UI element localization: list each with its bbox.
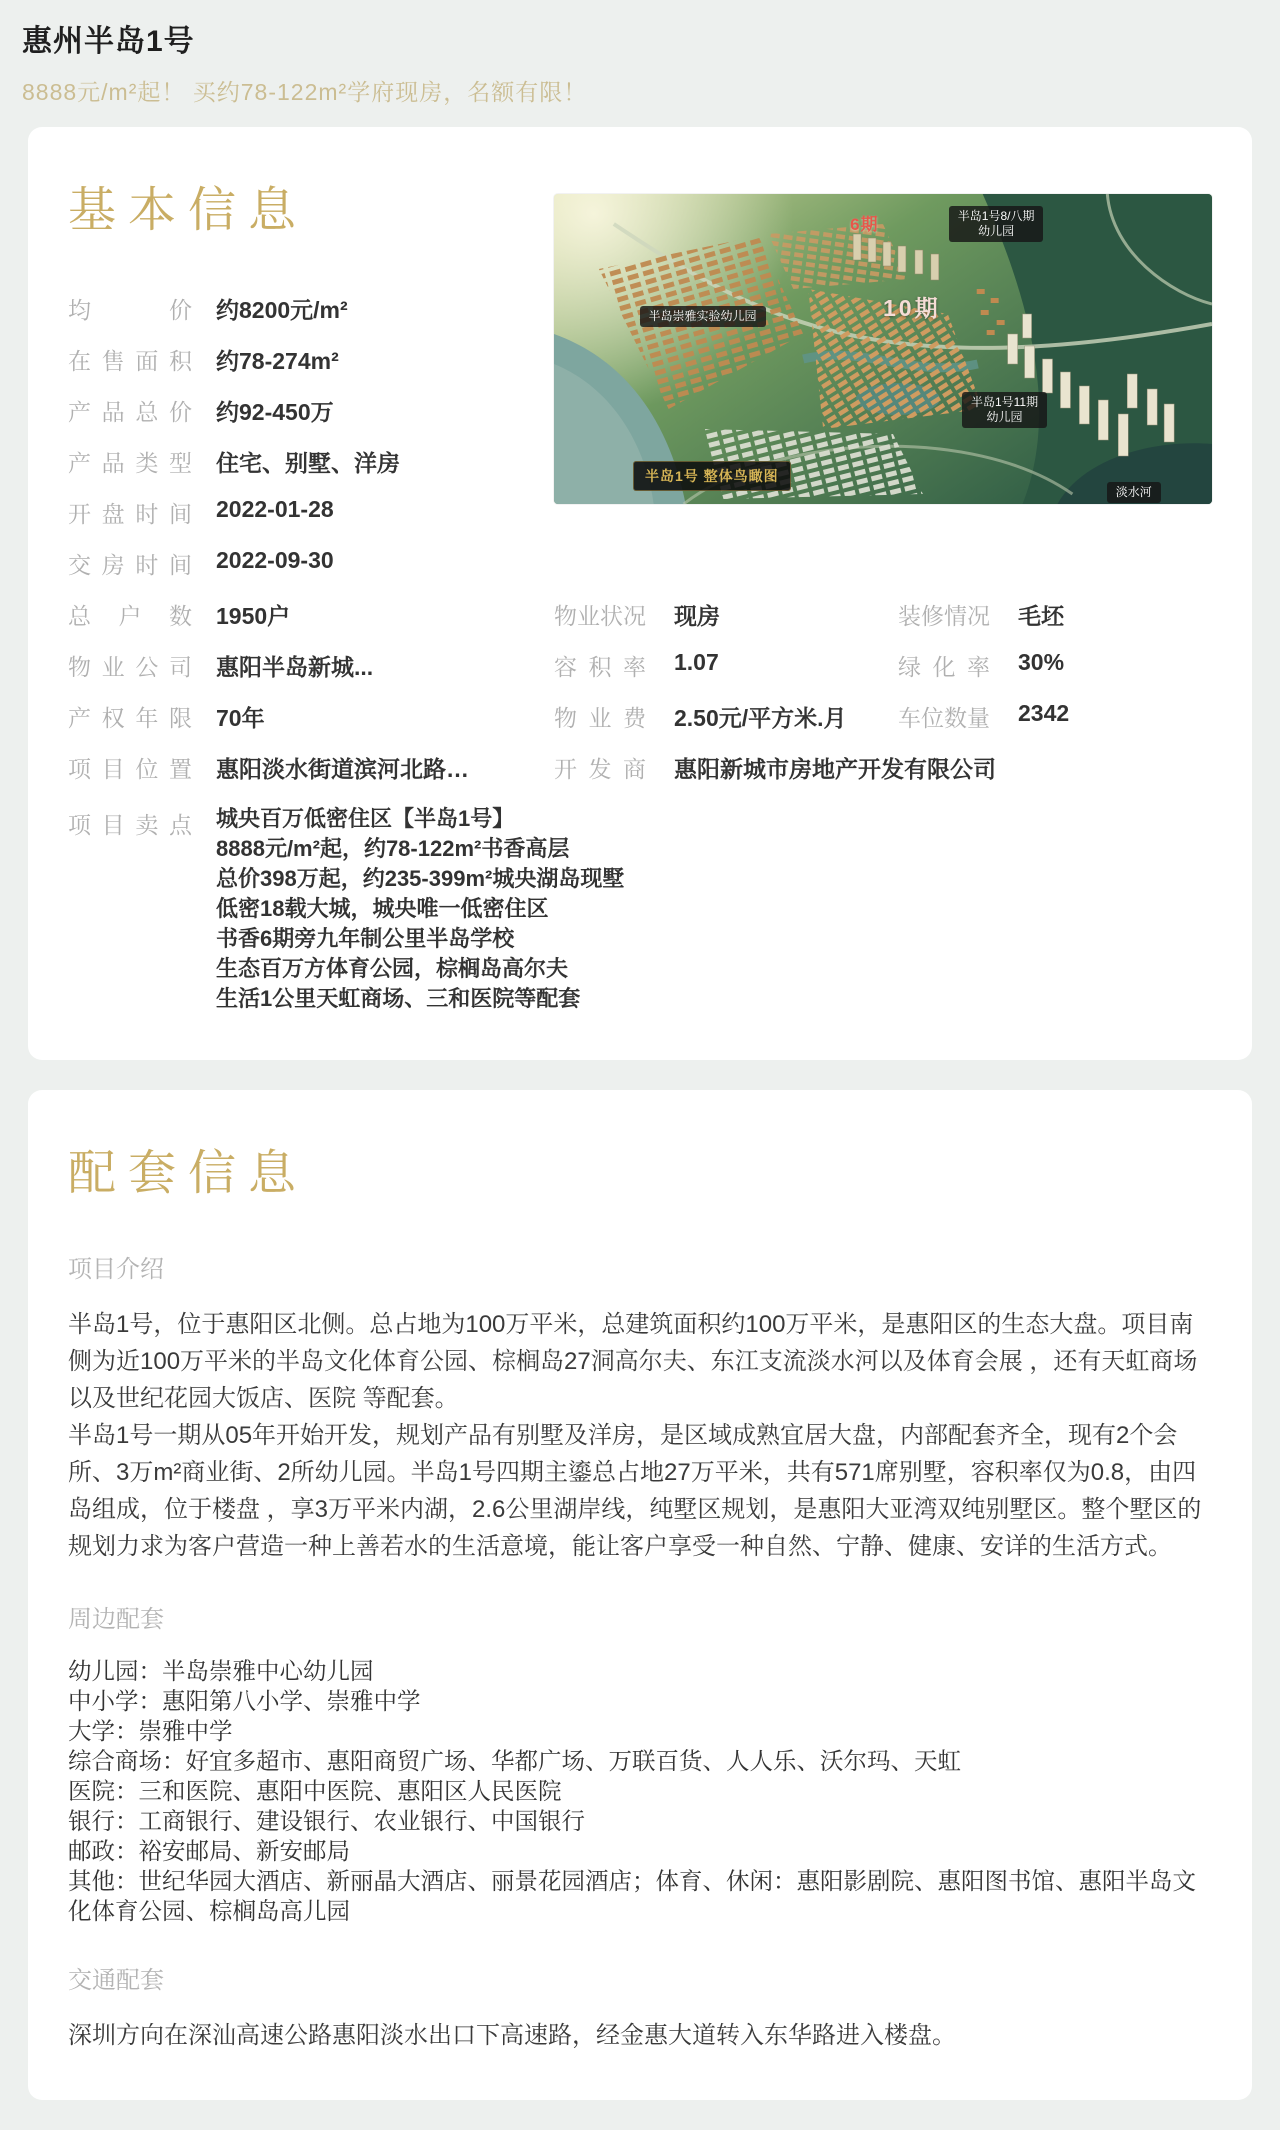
info-row: [554, 649, 898, 700]
map-label-river: 淡水河: [1107, 482, 1161, 503]
selling-point-line: 低密18载大城，城央唯一低密住区: [216, 896, 549, 921]
selling-point-line: 书香6期旁九年制公里半岛学校: [216, 926, 515, 951]
map-label-phase10: 10期: [883, 295, 941, 322]
info-row: [68, 547, 554, 598]
selling-point-line: 8888元/m²起，约78-122m²书香高层: [216, 836, 570, 861]
facilities-card: [28, 1090, 1252, 2100]
page-header: [0, 0, 1280, 127]
basic-info-left-rows: [68, 286, 554, 598]
info-value: 2022-01-28: [216, 496, 334, 522]
surrounding-item: 中小学：惠阳第八小学、崇雅中学: [68, 1688, 421, 1714]
info-value: 30%: [1018, 649, 1065, 675]
info-label: 在售面积: [68, 348, 192, 374]
traffic-label: 交通配套: [68, 1967, 164, 1994]
info-value: 住宅、别墅、洋房: [216, 450, 400, 476]
info-label: 总户数: [68, 603, 192, 629]
info-row: [68, 598, 554, 649]
info-row: [68, 751, 554, 802]
info-label: 产权年限: [68, 705, 192, 731]
page-subtitle: 8888元/m²起！ 买约78-122m²学府现房，名额有限！: [22, 79, 588, 105]
property-aerial-image[interactable]: [554, 194, 1212, 504]
basic-info-card: [28, 127, 1252, 1060]
info-value: 毛坯: [1018, 603, 1064, 629]
intro-paragraph: 半岛1号，位于惠阳区北侧。总占地为100万平米，总建筑面积约100万平米，是惠阳区的生态大盘。项目南侧为近100万平米的半岛文化体育公园、棕榈岛27洞高尔夫、东江支流淡水河以及体育会展 ，还有天虹商场以及世纪花园大饭店、医院 等配套。: [68, 1311, 1198, 1412]
map-label-phase6: 6期: [850, 214, 879, 234]
info-row: [68, 292, 554, 343]
info-label: 产品类型: [68, 450, 192, 476]
selling-point-line: 总价398万起，约235-399m²城央湖岛现墅: [216, 866, 625, 891]
info-label: 交房时间: [68, 552, 192, 578]
selling-points-label: 项目卖点: [68, 812, 192, 838]
info-label: 开发商: [554, 756, 646, 782]
info-value: 1950户: [216, 603, 291, 629]
info-value: 惠阳新城市房地产开发有限公司: [674, 756, 996, 782]
info-value: 2022-09-30: [216, 547, 334, 573]
info-row: [68, 394, 554, 445]
info-row: [68, 649, 554, 700]
info-value: 2.50元/平方米.月: [674, 705, 847, 731]
info-row: [68, 700, 554, 751]
info-row: [898, 598, 1212, 649]
selling-point-line: 生活1公里天虹商场、三和医院等配套: [216, 986, 581, 1011]
selling-point-line: 生态百万方体育公园，棕榈岛高尔夫: [216, 956, 569, 981]
info-value: 惠阳淡水街道滨河北路…: [216, 756, 469, 782]
info-row: [898, 700, 1212, 751]
info-row: [68, 496, 554, 547]
surrounding-item: 幼儿园：半岛崇雅中心幼儿园: [68, 1658, 374, 1684]
map-label-phase8-line1: 半岛1号8/八期: [957, 209, 1035, 224]
surrounding-item: 大学：崇雅中学: [68, 1718, 233, 1744]
info-value: 约78-274m²: [216, 348, 339, 374]
info-value: 2342: [1018, 700, 1070, 726]
basic-info-bottom-left-rows: [68, 598, 554, 802]
traffic-text: 深圳方向在深汕高速公路惠阳淡水出口下高速路，经金惠大道转入东华路进入楼盘。: [68, 2022, 956, 2049]
surrounding-item: 邮政：裕安邮局、新安邮局: [68, 1838, 350, 1864]
map-label-phase8-line2: 幼儿园: [978, 224, 1015, 239]
info-label: 物业状况: [554, 603, 646, 629]
surrounding-item: 医院：三和医院、惠阳中医院、惠阳区人民医院: [68, 1778, 562, 1804]
surrounding-label: 周边配套: [68, 1606, 164, 1633]
intro-paragraph: 半岛1号一期从05年开始开发，规划产品有别墅及洋房，是区域成熟宜居大盘，内部配套齐全，现有2个会所、3万m²商业街、2所幼儿园。半岛1号四期主鎏总占地27万平米，共有571席别墅，容积率仅为0.8，由四岛组成，位于楼盘 ，享3万平米内湖，2.6公里湖岸线，纯墅区规划，是惠阳大亚湾双纯别墅区。整个墅区的规划力求为客户营造一种上善若水的生活意境，能让客户享受一种自然、宁静、健康、安详的生活方式。: [68, 1422, 1202, 1560]
info-label: 项目位置: [68, 756, 192, 782]
info-row: [68, 445, 554, 496]
surrounding-item: 综合商场：好宜多超市、惠阳商贸广场、华都广场、万联百货、人人乐、沃尔玛、天虹: [68, 1748, 961, 1774]
info-value: 约92-450万: [216, 399, 334, 425]
selling-points-row: [68, 804, 1212, 1014]
map-caption: 半岛1号 整体鸟瞰图: [633, 461, 791, 491]
basic-info-bottom-band: [68, 598, 1212, 802]
info-row: [554, 700, 898, 751]
info-value: 70年: [216, 705, 265, 731]
map-label-phase11-line2: 幼儿园: [986, 410, 1023, 425]
map-label-chongya-kindergarten: 半岛崇雅实验幼儿园: [640, 306, 766, 327]
page-title: 惠州半岛1号: [22, 25, 195, 58]
basic-info-right-rows: [898, 598, 1212, 751]
project-intro-label: 项目介绍: [68, 1256, 164, 1283]
map-label-phase11-kindergarten: [962, 392, 1047, 428]
info-value: 惠阳半岛新城...: [216, 654, 374, 680]
map-label-phase8-kindergarten: [949, 206, 1044, 242]
info-row: [68, 343, 554, 394]
info-label: 物业费: [554, 705, 646, 731]
info-row: [898, 649, 1212, 700]
selling-point-line: 城央百万低密住区【半岛1号】: [216, 806, 515, 831]
facilities-heading: 配套信息: [68, 1147, 309, 1200]
info-label: 绿化率: [898, 654, 990, 680]
surrounding-item: 其他：世纪华园大酒店、新丽晶大酒店、丽景花园酒店；体育、休闲：惠阳影剧院、惠阳图书馆、惠阳半岛文化体育公园、棕榈岛高儿园: [68, 1868, 1196, 1924]
surrounding-list: [68, 1656, 1212, 1926]
info-value: 1.07: [674, 649, 719, 675]
info-row: [554, 751, 996, 802]
info-label: 车位数量: [898, 705, 990, 731]
selling-points-list: [216, 804, 624, 1014]
info-label: 开盘时间: [68, 501, 192, 527]
basic-info-heading: 基本信息: [68, 184, 309, 237]
map-label-phase11-line1: 半岛1号11期: [970, 395, 1039, 410]
info-label: 装修情况: [898, 603, 990, 629]
surrounding-item: 银行：工商银行、建设银行、农业银行、中国银行: [68, 1808, 585, 1834]
project-intro-paragraphs: [68, 1306, 1212, 1565]
info-label: 容积率: [554, 654, 646, 680]
info-row: [554, 598, 898, 649]
info-value: 现房: [674, 603, 720, 629]
info-label: 均价: [68, 297, 192, 323]
info-label: 物业公司: [68, 654, 192, 680]
info-value: 约8200元/m²: [216, 297, 348, 323]
info-label: 产品总价: [68, 399, 192, 425]
aerial-rendering: [554, 194, 1212, 504]
